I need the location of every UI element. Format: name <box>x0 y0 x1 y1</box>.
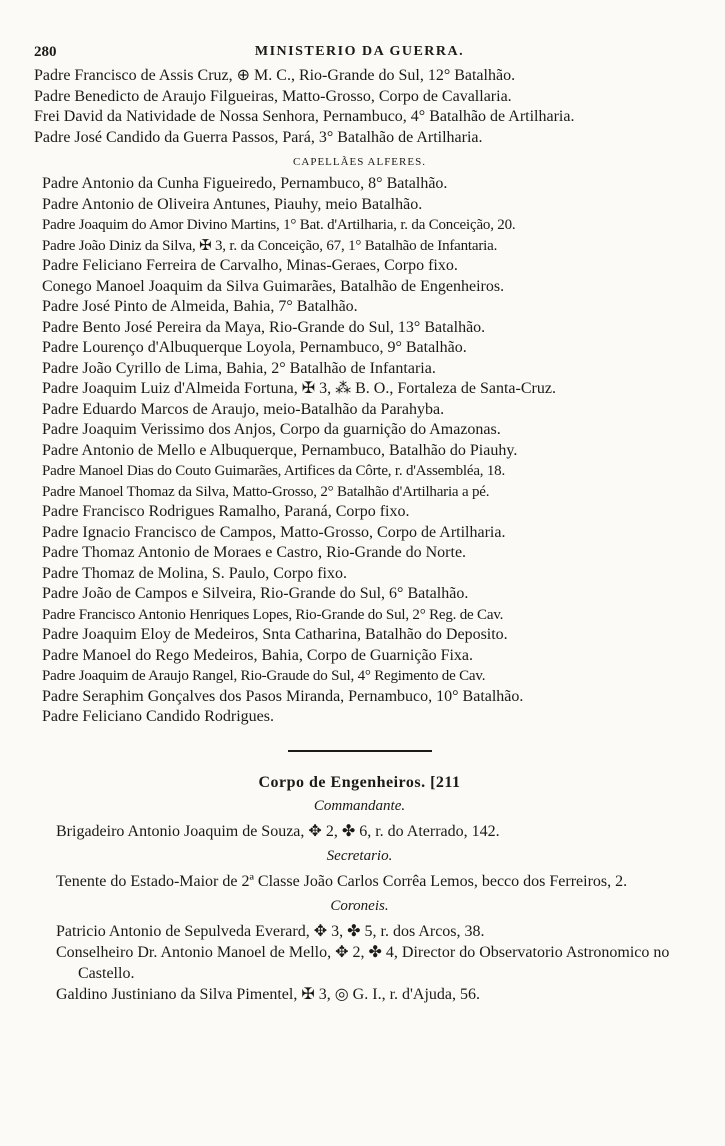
list-item: Padre Joaquim Luiz d'Almeida Fortuna, ✠ 3, ⁂ B. O., Fortaleza de Santa-Cruz. <box>42 380 556 397</box>
list-item: Padre Eduardo Marcos de Araujo, meio-Batalhão da Parahyba. <box>42 400 445 418</box>
list-item: Padre Bento José Pereira da Maya, Rio-Grande do Sul, 13° Batalhão. <box>42 318 486 336</box>
list-item: Padre Thomaz de Molina, S. Paulo, Corpo fixo. <box>42 564 347 582</box>
list-item: Padre Lourenço d'Albuquerque Loyola, Pernambuco, 9° Batalhão. <box>42 339 467 356</box>
list-item: Padre Antonio de Oliveira Antunes, Piauhy, meio Batalhão. <box>42 195 423 213</box>
list-item: Padre José Pinto de Almeida, Bahia, 7° Batalhão. <box>42 298 358 315</box>
chaplains-top-list <box>34 66 685 148</box>
list-item: Tenente do Estado-Maior de 2ª Classe João Carlos Corrêa Lemos, becco dos Ferreiros, 2. <box>56 872 628 890</box>
list-item: Padre Joaquim Eloy de Medeiros, Snta Catharina, Batalhão do Deposito. <box>42 626 508 643</box>
list-item: Padre Feliciano Ferreira de Carvalho, Minas-Geraes, Corpo fixo. <box>42 257 458 274</box>
list-item: Padre Antonio de Mello e Albuquerque, Pernambuco, Batalhão do Piauhy. <box>42 441 518 459</box>
commandante-list <box>56 821 679 842</box>
page-number: 280 <box>34 44 57 60</box>
list-item: Padre Feliciano Candido Rodrigues. <box>42 708 274 725</box>
list-item: Padre Antonio da Cunha Figueiredo, Pernambuco, 8° Batalhão. <box>42 175 448 192</box>
subsection-heading: CAPELLÃES ALFERES. <box>293 156 426 168</box>
list-item: Padre Francisco de Assis Cruz, ⊕ M. C., Rio-Grande do Sul, 12° Batalhão. <box>34 67 516 84</box>
list-item: Padre Manoel do Rego Medeiros, Bahia, Corpo de Guarnição Fixa. <box>42 646 474 664</box>
list-item: Brigadeiro Antonio Joaquim de Souza, ✥ 2, ✤ 6, r. do Aterrado, 142. <box>56 822 500 840</box>
list-item: Patricio Antonio de Sepulveda Everard, ✥ 3, ✤ 5, r. dos Arcos, 38. <box>56 922 485 940</box>
coroneis-heading: Coroneis. <box>330 897 389 914</box>
section-divider <box>288 750 432 752</box>
list-item: Padre João Cyrillo de Lima, Bahia, 2° Batalhão de Infantaria. <box>42 359 436 377</box>
list-item: Padre Joaquim de Araujo Rangel, Rio-Graude do Sul, 4° Regimento de Cav. <box>42 668 486 684</box>
list-item: Padre João de Campos e Silveira, Rio-Grande do Sul, 6° Batalhão. <box>42 585 469 602</box>
list-item: Padre Manoel Thomaz da Silva, Matto-Grosso, 2° Batalhão d'Artilharia a pé. <box>42 483 490 500</box>
list-item: Conselheiro Dr. Antonio Manoel de Mello, ✥ 2, ✤ 4, Director do Observatorio Astronomico no Castello. <box>56 943 670 982</box>
commandante-heading: Commandante. <box>313 797 406 814</box>
secretario-heading: Secretario. <box>326 847 393 864</box>
running-title: MINISTERIO DA GUERRA. <box>254 44 465 59</box>
list-item: Padre Francisco Antonio Henriques Lopes, Rio-Grande do Sul, 2° Reg. de Cav. <box>42 606 504 623</box>
list-item: Padre Manoel Dias do Couto Guimarães, Artifices da Côrte, r. d'Assembléa, 18. <box>42 463 506 479</box>
list-item: Galdino Justiniano da Silva Pimentel, ✠ 3, ◎ G. I., r. d'Ajuda, 56. <box>56 985 480 1003</box>
list-item: Padre João Diniz da Silva, ✠ 3, r. da Conceição, 67, 1° Batalhão de Infantaria. <box>42 237 498 254</box>
list-item: Padre Benedicto de Araujo Filgueiras, Matto-Grosso, Corpo de Cavallaria. <box>34 87 512 105</box>
running-header <box>34 44 685 66</box>
list-item: Padre Francisco Rodrigues Ramalho, Paraná, Corpo fixo. <box>42 503 410 520</box>
secretario-list <box>56 871 679 892</box>
section-title: Corpo de Engenheiros. [211 <box>258 773 461 791</box>
list-item: Padre Joaquim Verissimo dos Anjos, Corpo da guarnição do Amazonas. <box>42 421 501 438</box>
coroneis-list <box>56 921 679 1005</box>
chaplains-alferes-list <box>42 174 685 728</box>
list-item: Conego Manoel Joaquim da Silva Guimarães, Batalhão de Engenheiros. <box>42 277 505 295</box>
list-item: Padre José Candido da Guerra Passos, Pará, 3° Batalhão de Artilharia. <box>34 128 483 146</box>
list-item: Padre Ignacio Francisco de Campos, Matto-Grosso, Corpo de Artilharia. <box>42 523 506 541</box>
list-item: Padre Joaquim do Amor Divino Martins, 1° Bat. d'Artilharia, r. da Conceição, 20. <box>42 217 516 233</box>
list-item: Padre Seraphim Gonçalves dos Pasos Miranda, Pernambuco, 10° Batalhão. <box>42 687 524 705</box>
list-item: Frei David da Natividade de Nossa Senhora, Pernambuco, 4° Batalhão de Artilharia. <box>34 108 575 125</box>
list-item: Padre Thomaz Antonio de Moraes e Castro, Rio-Grande do Norte. <box>42 544 467 561</box>
